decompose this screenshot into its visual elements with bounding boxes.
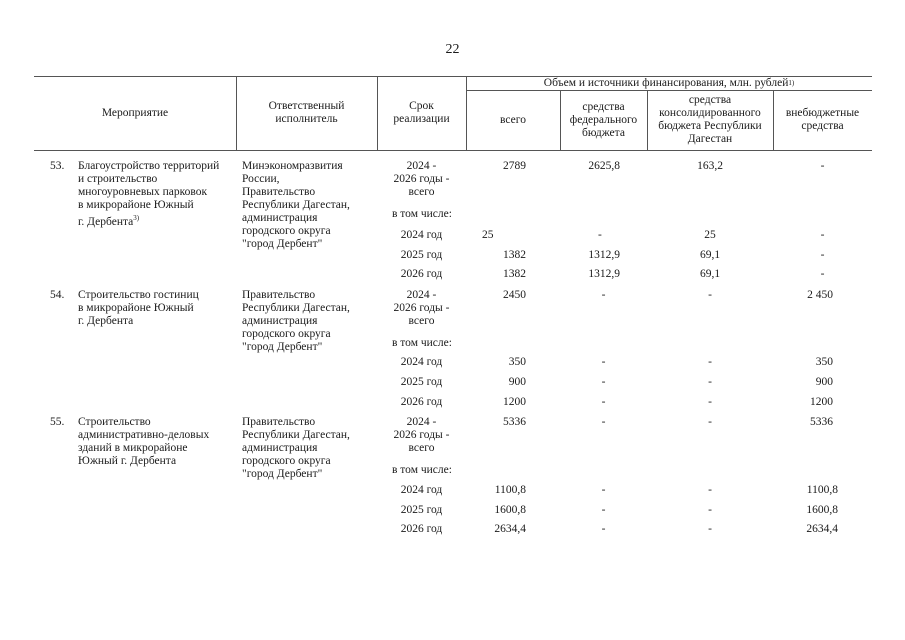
year-consolidated: 25 <box>704 229 716 241</box>
year-extrabudgetary: 900 <box>815 376 833 388</box>
funding-group-footnote: 1) <box>788 78 795 87</box>
header-total: всего <box>500 113 526 126</box>
year-extrabudgetary: 1600,8 <box>806 504 838 516</box>
year-extrabudgetary: - <box>820 249 825 261</box>
term-total-label: 2024 - 2026 годы - всего <box>393 416 450 454</box>
year-consolidated: - <box>708 504 712 516</box>
year-label: 2026 год <box>400 396 443 408</box>
year-label: 2024 год <box>400 484 443 496</box>
year-federal: 1312,9 <box>588 249 620 261</box>
row-number: 55. <box>50 416 65 428</box>
year-total: 1382 <box>503 249 526 261</box>
total-federal: - <box>601 416 606 428</box>
row-number: 54. <box>50 289 65 301</box>
year-label: 2024 год <box>400 229 443 241</box>
total-consolidated: - <box>708 416 712 428</box>
year-total: 1200 <box>503 396 526 408</box>
term-total-label: 2024 - 2026 годы - всего <box>393 289 450 327</box>
year-extrabudgetary: - <box>820 268 825 280</box>
year-label: 2026 год <box>400 523 443 535</box>
header-responsible: Ответственный исполнитель <box>268 100 345 125</box>
year-label: 2024 год <box>400 356 443 368</box>
year-total: 900 <box>508 376 526 388</box>
year-consolidated: - <box>708 376 712 388</box>
year-consolidated: - <box>708 484 712 496</box>
measure-text <box>78 160 236 229</box>
header-consolidated: средства консолидированного бюджета Республики Дагестан <box>658 94 762 145</box>
responsible-text: Правительство Республики Дагестан, администрация городского округа "город Дербент" <box>242 289 350 353</box>
total-consolidated: 163,2 <box>697 160 723 172</box>
total-all: 5336 <box>503 416 526 428</box>
year-federal: - <box>601 396 606 408</box>
year-label: 2025 год <box>400 376 443 388</box>
year-total: 350 <box>508 356 526 368</box>
header-federal: средства федерального бюджета <box>569 100 638 139</box>
measure-text: Строительство гостиниц в микрорайоне Южный г. Дербента <box>78 289 199 327</box>
year-extrabudgetary: 1100,8 <box>806 484 838 496</box>
total-consolidated: - <box>708 289 712 301</box>
total-extrabudgetary: - <box>820 160 825 172</box>
term-total-label: 2024 - 2026 годы - всего <box>393 160 450 198</box>
header-funding-group <box>466 76 872 90</box>
responsible-text: Минэкономразвития России, Правительство Республики Дагестан, администрация городского округа "город Дербент" <box>242 160 350 250</box>
year-total: 1600,8 <box>494 504 526 516</box>
year-consolidated: - <box>708 356 712 368</box>
total-federal: - <box>601 289 606 301</box>
year-federal: - <box>601 523 606 535</box>
year-extrabudgetary: 350 <box>815 356 833 368</box>
year-extrabudgetary: 1200 <box>810 396 833 408</box>
header-measure: Мероприятие <box>101 106 169 119</box>
header-extrabudgetary: внебюджетные средства <box>785 107 860 132</box>
total-all: 2789 <box>503 160 526 172</box>
total-extrabudgetary: 5336 <box>810 416 833 428</box>
year-total: 25 <box>482 229 494 241</box>
total-extrabudgetary: 2 450 <box>807 289 833 301</box>
year-consolidated: - <box>708 523 712 535</box>
year-consolidated: - <box>708 396 712 408</box>
year-extrabudgetary: - <box>820 229 825 241</box>
year-federal: 1312,9 <box>588 268 620 280</box>
row-number: 53. <box>50 160 65 172</box>
including-label: в том числе: <box>392 208 452 220</box>
measure-label: Благоустройство территорий и строительство многоуровневых парковок в микрорайоне Южный г. Дербента <box>78 160 220 228</box>
responsible-text: Правительство Республики Дагестан, администрация городского округа "город Дербент" <box>242 416 350 480</box>
header-term: Срок реализации <box>393 100 450 125</box>
measure-text: Строительство административно-деловых зданий в микрорайоне Южный г. Дербента <box>78 416 210 467</box>
header-bottom-border <box>34 150 872 151</box>
total-all: 2450 <box>503 289 526 301</box>
funding-group-label: Объем и источники финансирования, млн. рублей <box>543 76 789 89</box>
year-consolidated: 69,1 <box>699 268 721 280</box>
year-label: 2025 год <box>400 249 443 261</box>
year-consolidated: 69,1 <box>699 249 721 261</box>
year-total: 1100,8 <box>494 484 526 496</box>
year-label: 2026 год <box>400 268 443 280</box>
year-total: 1382 <box>503 268 526 280</box>
year-label: 2025 год <box>400 504 443 516</box>
total-federal: 2625,8 <box>588 160 620 172</box>
year-federal: - <box>601 356 606 368</box>
measure-footnote: 3) <box>133 214 140 222</box>
year-federal: - <box>601 504 606 516</box>
year-federal: - <box>601 376 606 388</box>
year-federal: - <box>598 229 602 241</box>
page-number: 22 <box>445 42 460 57</box>
year-federal: - <box>601 484 606 496</box>
including-label: в том числе: <box>392 464 452 476</box>
year-extrabudgetary: 2634,4 <box>806 523 838 535</box>
including-label: в том числе: <box>392 337 452 349</box>
year-total: 2634,4 <box>494 523 526 535</box>
